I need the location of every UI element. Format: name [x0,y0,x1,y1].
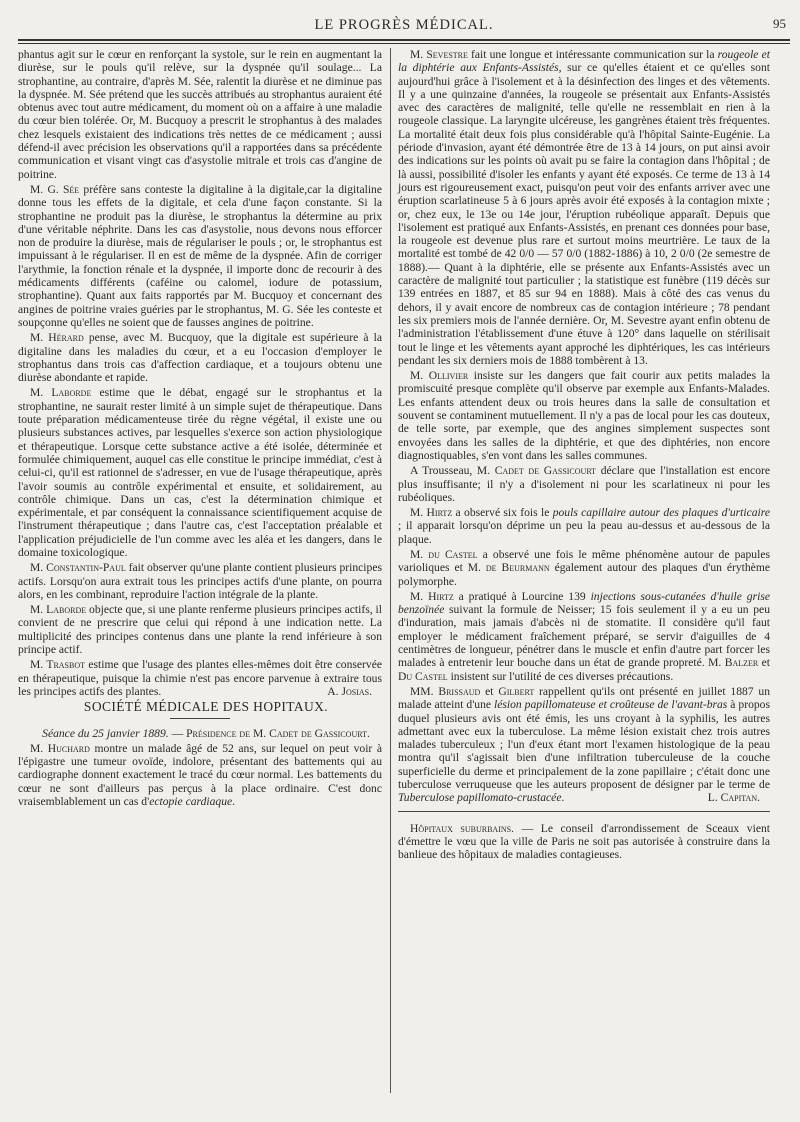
italic-term: rougeole et la diphtérie aux Enfants-Assistés [398,48,770,75]
paragraph-text: et [758,656,770,670]
speaker-name: M. Laborde [30,603,87,617]
speaker-name: M. Trasbot [30,658,86,672]
speaker-name: M. G. Sée [30,182,80,196]
italic-term: injections sous-cutanées d'huile grise benzoïnée [398,589,770,617]
paragraph-text: , sur ce qu'elles étaient et ce qu'elles sont aujourd'hui grâce à l'isolement et à la désinfection des linges et des vêtements. Il y a une quinzaine d'années, la rougeole se présentait aux Enfants-Assistés avec des caractères de malignité, telle qu'elle ne ressemblait en rien à la rougeole classique. La laryngite ulcéreuse, les gangrènes étaient très fréquentes. La mortalité était deux fois plus considérable qu'à l'hôpital Sainte-Eugénie. La période d'invasion, ayant été démontrée être de 13 à 14 jours, on put ainsi avoir des indications sur les points où avait pu se faire la contagion dans l'hôpital ; de là aussi, possibilité d'isoler les enfants y ayant été exposés. Ce terme de 13 à 14 jours est rigoureusement exact, puisqu'on peut voir des enfants arriver avec une éruption scarlatineuse 5 à 6 jours après avoir été exposés à la contagion mixte ; or, chez eux, le 13e ou 14e jour, l'éruption rubéolique apparaît. Depuis que l'isolement est pratiqué aux Enfants-Assistés, en prenant ces données pour base, la rougeole est devenue plus rare et surtout moins meurtrière. Le taux de la mortalité est tombé de 42 0/0 — 57 0/0 (1882-1886) à 10, 2 0/0 (2e semestre de 1888).— Quant à la diphtérie, elle se présente aux Enfants-Assistés avec un caractère de malignité tout particulier ; la statistique est funèbre (119 décès sur 139 entrées en 1887, et 85 sur 94 en 1888). Mais à côté des cas venus du dehors, il y avait encore de nombreux cas de contagion intérieure ; 78 pendant les six premiers mois de l'année dernière. Or, M. Sevestre ayant enfin obtenu de l'administration l'établissement d'une étuve à 120° dans laquelle on stérilisait tout le linge et les vêtements ayant approché les diphtériques, les cas intérieurs pendant les six derniers mois de 1888 tombèrent à 13. [398,61,770,367]
speaker-name: M. Laborde [30,386,92,400]
punctuation: . [232,795,236,809]
paragraph-text: également autour des plaques d'un érythème polymorphe. [398,561,770,588]
header-rule [18,39,790,44]
speaker-name: M. Huchard [30,741,90,755]
paragraph-text: déclare que l'installation est encore plus insuffisante; il n'y a d'isolement ni pour les scarlatineux ni pour les rubéoliques. [398,464,770,504]
paragraph-text: insiste sur les dangers que fait courir aux petits malades la promiscuité presque complète qu'il observe par exemple aux Enfants-Malades. Les enfants attendent deux ou trois heures dans la salle de consultation et souvent se contaminent mutuellement. Il n'y a pas de local pour les cas douteux, de telle sorte, par exemple, que des angines simplement suspectes sont envoyées dans les salles de la diphtérie, et que des diphtéries, non encore diagnostiquables, s'en vont dans les salles communes. [398,369,770,462]
paragraph-text: montre un malade âgé de 52 ans, sur lequel on peut voir à l'épigastre une tumeur ovoïde, indolore, présentant des battements qui au cardiographe donnent exactement le tracé du cœur normal. Les battements du cœur ne sont d'ailleurs pas perçus à la place ordinaire. C'est donc vraisemblablement un cas d' [18,741,382,809]
section-rule [170,718,230,719]
paragraph [18,331,382,384]
paragraph-text: a pratiqué à Lourcine 139 [453,589,591,603]
speaker-name: Gilbert [498,684,535,698]
paragraph-text: objecte que, si une plante renferme plusieurs principes actifs, il convient de ne prescrire que celui qui répond à une indication nette. La multiplicité des principes contenus dans une plante la rend inférieure à son principe actif. [18,603,383,657]
paragraph [18,561,382,601]
paragraph: phantus agit sur le cœur en renforçant la systole, sur le rein en augmentant la diurèse, sur le pouls qu'il relève, sur la dyspnée qu'il soulage... La strophantine, au contraire, d'après M. Sée, ralentit la diurèse et ne diminue pas la dyspnée. M. Sée prétend que les succès attribués au strophantus auraient été obtenus avec tout autre médicament, du moment où on a affaire à une maladie du cœur bien tolérée. Or, M. Bucquoy a prescrit le strophantus à des malades chez lesquels existaient des indications très nettes de ce médicament ; aussi défend-il avec précision les observations qu'il a rapportées dans sa précédente communication et visant vingt cas d'asystolie mitrale et trois cas d'angine de poitrine. [18,48,382,181]
speaker-name: M. du Castel [410,547,478,561]
speaker-name: M. Hirtz [410,589,454,603]
paragraph-text: estime que le débat, engagé sur le strophantus et la strophantine, ne saurait rester limité à un simple sujet de thérapeutique. Dans toute préparation médicamenteuse tirée du règne végétal, il existe une ou plusieurs substances actives, par lesquelles s'exerce son action physiologique et thérapeutique. Lorsque cette substance active a été isolée, déterminée et formulée chimiquement, auquel cas elle constitue le principe immédiat, c'est à celui-ci, qu'il est rationnel de s'adresser, en vue de l'usage thérapeutique, après l'avoir soumis au contrôle expérimental et ensuite, et solidairement, au contrôle chimique. Dans un cas, c'est la détermination chimique et expérimentale, et par conséquent la connaissance scientifiquement acquise de l'instrument thérapeutique ; dans l'autre cas, c'est l'acceptation préalable et l'application préjudicielle de l'un comme avec les aléa et les dangers, dans le domaine toxicologique. [18,386,383,559]
paragraph [18,603,382,656]
paragraph-text: a observé une fois le même phénomène autour de papules varioliques et [398,547,770,575]
paragraph-text: insistent sur l'utilité de ces diverses précautions. [447,669,674,683]
paragraph-text: suivant la formule de Neisser; 15 fois seulement il y a eu un peu d'induration, mais jamais d'abcès ni de stomatite. Il considère qu'il faut employer le médicament fraîchement préparé, se servir d'aiguilles de 4 centimètres de longueur, pénétrer dans le muscle et enfin d'autre part forcer les malades à entretenir leur bouche dans un état de grande propreté. [398,603,770,670]
session-date: Séance du 25 janvier 1889. [42,726,169,740]
paragraph [18,658,382,698]
paragraph-text: A Trousseau, [410,464,477,478]
paragraph-text: pense, avec M. Bucquoy, que la digitale est supérieure à la digitaline dans les maladies du cœur, et a eu l'occasion d'employer le strophantus dans trois cas d'affection cardiaque, et a toujours obtenu une diurèse abondante et rapide. [18,331,382,385]
italic-term: lésion papillomateuse et croûteuse de l'avant-bras [494,698,728,712]
paragraph-text: ; il apparait lorsqu'on déprime un peu la peau au-dessus et au-dessous de la plaque. [398,519,770,546]
right-column [398,48,770,864]
paragraph [398,464,770,504]
column-divider [390,48,391,1093]
page-header [18,14,790,36]
paragraph [398,548,770,588]
italic-term: pouls capillaire autour des plaques d'urticaire [552,506,770,520]
punctuation: . [561,791,565,805]
paragraph-text: fait observer qu'une plante contient plusieurs principes actifs. Lorsqu'on aura extrait tous les principes actifs d'une plante, on pourra alors, en les combinant, reproduire l'action intégrale de la plante. [18,561,382,601]
paragraph [398,506,770,546]
speaker-name: Du Castel [398,669,448,683]
paragraph [398,822,770,862]
speaker-name: M. Hérard [30,331,84,345]
left-column [18,48,382,810]
paragraph-text: à propos duquel plusieurs avis ont été émis, les uns croyant à la syphilis, les autres admettant avec eux la tuberculose. La même lésion existait chez trois autres malades tuberculeux ; l'un d'eux étant mort l'examen histologique de la peau montra qu'il s'agissait bien d'une infiltration tuberculeuse de la couche superficielle du derme et principalement de la zone papillaire ; c'était donc une tuberculose verruqueuse que les auteurs proposent de désigner par le terme de [398,698,770,792]
news-label: Hôpitaux suburbains. [410,821,514,835]
journal-title: LE PROGRÈS MÉDICAL. [314,17,494,33]
paragraph [398,590,770,683]
italic-term: ectopie cardiaque [149,795,233,809]
speaker-name: M. Sevestre [410,48,468,61]
paragraph [398,369,770,462]
page-number: 95 [773,16,786,31]
paragraph-text: et [480,684,499,698]
session-president: — Présidence de M. Cadet de Gassicourt. [168,726,370,740]
section-rule [398,811,770,812]
paragraph [18,742,382,808]
speaker-name: MM. Brissaud [410,684,481,698]
paragraph-text: estime que l'usage des plantes elles-mêmes doit être conservée en thérapeutique, puisque la chimie n'est pas encore parvenue à extraire tous les principes actifs des plantes. [18,658,382,698]
section-title: SOCIÉTÉ MÉDICALE DES HOPITAUX. [83,699,329,715]
paragraph-text: préfère sans conteste la digitaline à la digitale,car la digitaline donne tous les effets de la digitale, et cela d'une façon constante. Si la strophantine ne produit pas la diurèse, le strophantus la détermine au prix d'une véritable néphrite. Dans les cas d'asystolie, nous devons nous efforcer non de produire la diurèse, mais de régulariser le pouls ; or, le strophantus est impuissant à le régulariser. Il en est de même de la dyspnée. Afin de corriger l'arythmie, la fonction rénale et la dyspnée, il importe donc de recourir à des médicaments différents (caféine ou calomel, iodure de potassium, strophantine). Quant aux faits rapportés par M. Bucquoy et concernant des angines de poitrine vraies guéries par le strophantus, M. G. Sée les conteste et soupçonne qu'elles ne soient que de fausses angines de poitrine. [18,182,382,329]
paragraph-text: fait une longue et intéressante communication sur la [467,48,718,61]
speaker-name: M. Cadet de Gassicourt [476,464,597,478]
paragraph [18,183,382,329]
signature: A. Josias. [327,684,372,698]
paragraph [18,386,382,559]
signature: L. Capitan. [707,791,760,805]
speaker-name: M. Constantin-Paul [30,561,126,575]
session-line [18,727,382,740]
speaker-name: M. de Beurmann [467,561,550,575]
paragraph-text: rappellent qu'ils ont présenté en juillet 1887 un malade atteint d'une [398,684,770,712]
speaker-name: M. Ollivier [410,369,469,383]
speaker-name: M. Hirtz [410,506,453,520]
paragraph-text: a observé six fois le [452,506,553,520]
paragraph [398,48,770,367]
italic-term: Tuberculose papillomato-crustacée [398,791,562,805]
paragraph-text: — Le conseil d'arrondissement de Sceaux vient d'émettre le vœu que la ville de Paris ne soit pas autorisée à construire dans la banlieue des hôpitaux de maladies contagieuses. [398,821,770,862]
paragraph [398,685,770,805]
speaker-name: M. Balzer [708,656,759,670]
